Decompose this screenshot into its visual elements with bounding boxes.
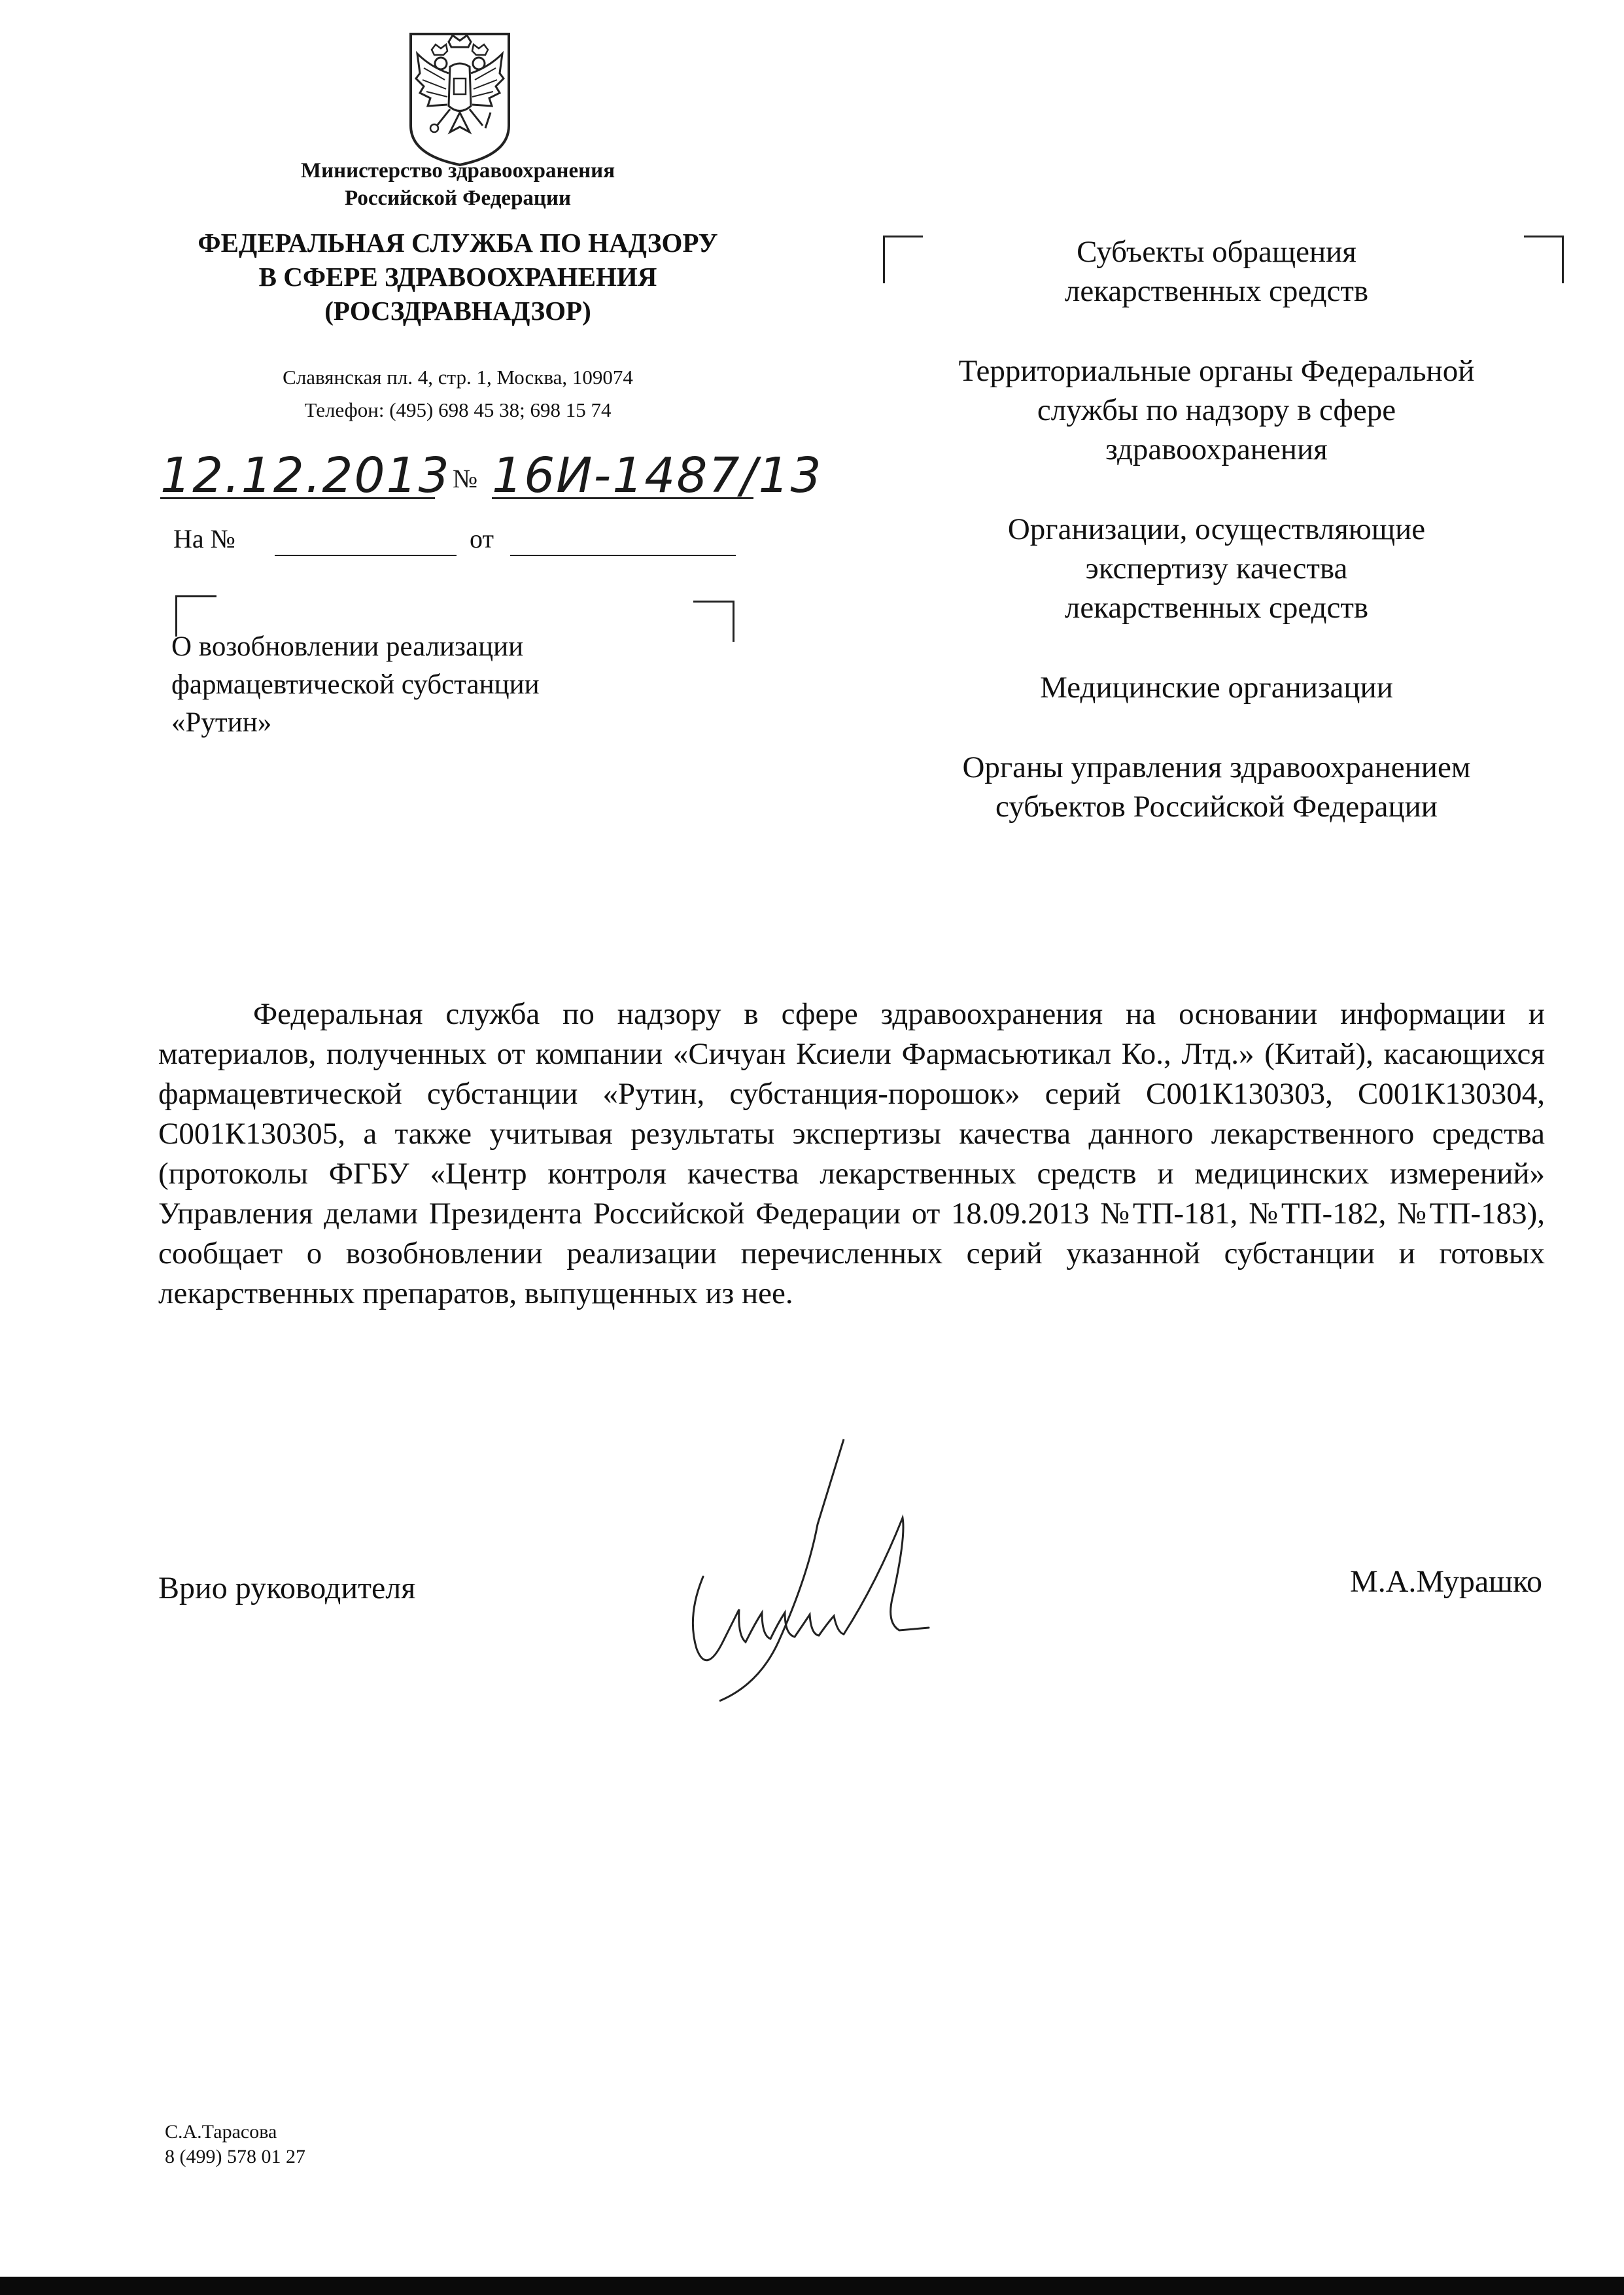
address-text: Славянская пл. 4, стр. 1, Москва, 109074 bbox=[283, 366, 633, 389]
reference-number-label: На № bbox=[173, 524, 235, 553]
recipient-item: Организации, осуществляющие экспертизу качества лекарственных средств bbox=[1007, 512, 1426, 625]
service-header bbox=[144, 226, 772, 328]
handwritten-signature-icon bbox=[667, 1426, 1007, 1721]
ministry-name-line2: Российской Федерации bbox=[345, 186, 571, 210]
recipient-item: Территориальные органы Федеральной службы по надзору в сфере здравоохранения bbox=[958, 354, 1475, 466]
reference-number-line bbox=[275, 555, 457, 556]
ministry-header bbox=[235, 157, 680, 212]
registration-number-underline bbox=[492, 497, 753, 499]
coat-of-arms-emblem-icon bbox=[398, 27, 522, 168]
subject-block bbox=[171, 628, 655, 742]
reference-from-label-wrap bbox=[470, 523, 494, 554]
executor-phone: 8 (499) 578 01 27 bbox=[165, 2146, 305, 2167]
phone-text: Телефон: (495) 698 45 38; 698 15 74 bbox=[304, 398, 612, 421]
contact-block bbox=[196, 361, 719, 427]
recipient-item: Медицинские организации bbox=[1040, 671, 1393, 705]
registration-number: 16И-1487/13 bbox=[492, 447, 823, 504]
service-name-line3: (РОСЗДРАВНАДЗОР) bbox=[324, 296, 591, 326]
registration-number-sign: № bbox=[453, 464, 479, 493]
executor-name: С.А.Тарасова bbox=[165, 2121, 277, 2143]
subject-line2: фармацевтической субстанции bbox=[171, 669, 540, 700]
signatory-name: М.А.Мурашко bbox=[1350, 1564, 1542, 1599]
subject-line3: «Рутин» bbox=[171, 707, 272, 738]
reference-row bbox=[173, 523, 235, 554]
subject-bracket-right bbox=[693, 601, 734, 642]
recipient-item: Органы управления здравоохранением субъектов Российской Федерации bbox=[962, 750, 1471, 824]
ministry-name-line1: Министерство здравоохранения bbox=[300, 159, 615, 183]
scan-border bbox=[0, 2277, 1624, 2295]
reference-from-label: от bbox=[470, 524, 494, 553]
executor-block bbox=[165, 2120, 305, 2169]
registration-date-underline bbox=[160, 497, 435, 499]
registration-date: 12.12.2013 bbox=[160, 447, 451, 504]
signatory-title: Врио руководителя bbox=[158, 1571, 416, 1605]
letter-body: Федеральная служба по надзору в сфере здравоохранения на основании информации и материалов, полученных от компании «Сичуан Ксиели Фармасьютикал Ко., Лтд.» (Китай), касающихся фармацевтической субстанции «Рутин, субстанция-порошок» серий С001К130303, С001К130304, С001К130305, а также учитывая результаты экспертизы качества данного лекарственного средства (протоколы ФГБУ «Центр контроля качества лекарственных средств и медицинских измерений» Управления делами Президента Российской Федерации от 18.09.2013 №ТП-181, №ТП-182, №ТП-183), сообщает о возобновлении реализации перечисленных серий указанной субстанции и готовых лекарственных препаратов, выпущенных из нее. bbox=[158, 997, 1545, 1310]
recipients-list bbox=[863, 232, 1570, 867]
service-name-line1: ФЕДЕРАЛЬНАЯ СЛУЖБА ПО НАДЗОРУ bbox=[198, 228, 718, 258]
reference-date-line bbox=[510, 555, 736, 556]
recipient-item: Субъекты обращения лекарственных средств bbox=[1064, 235, 1369, 308]
subject-line1: О возобновлении реализации bbox=[171, 631, 524, 662]
service-name-line2: В СФЕРЕ ЗДРАВООХРАНЕНИЯ bbox=[258, 262, 657, 292]
